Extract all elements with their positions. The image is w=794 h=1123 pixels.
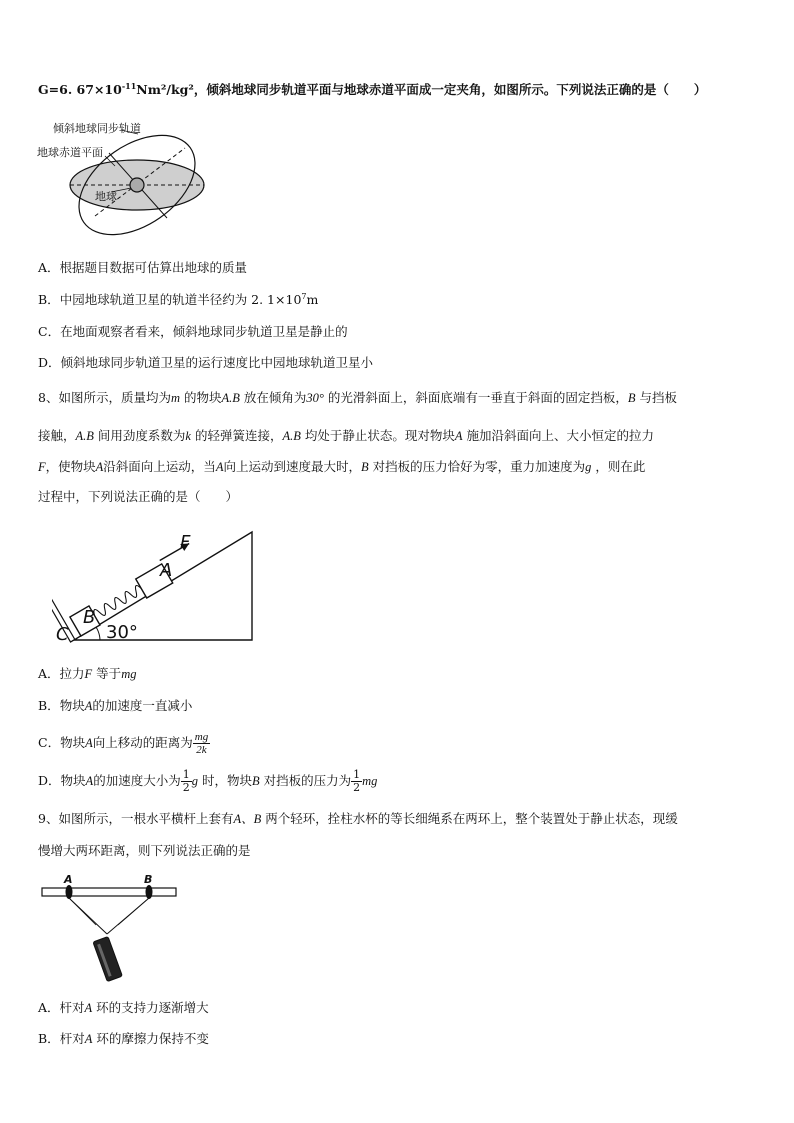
q9-stem-line2: 慢增大两环距离，则下列说法正确的是 (38, 843, 251, 858)
orbit-figure (35, 118, 215, 238)
earth-icon (130, 178, 144, 192)
q8-stem-line1: 8、如图所示，质量均为m 的物块A.B 放在倾角为30° 的光滑斜面上，斜面底端有一垂直于斜面的固定挡板，B 与挡板 (38, 390, 678, 405)
q8-option-a: A．拉力F 等于mg (38, 666, 137, 681)
q8-option-d: D．物块A的加速度大小为 $\frac{1}{2}$ g 时，物块B 对挡板的压力为 $\frac{1}{2}$ mg (38, 768, 378, 794)
q7-option-d: D．倾斜地球同步轨道卫星的运行速度比中园地球轨道卫星小 (38, 355, 374, 370)
horizontal-rod (42, 888, 176, 896)
q8-stem-line2: 接触，A.B 间用劲度系数为k 的轻弹簧连接，A.B 均处于静止状态。现对物块A 施加沿斜面向上、大小恒定的拉力 (38, 428, 655, 443)
cup-icon (93, 937, 122, 982)
label-angle: 30° (106, 622, 138, 643)
q8-stem-line4: 过程中，下列说法正确的是（ ） (38, 489, 239, 504)
ring-a (66, 885, 73, 899)
label-earth: 地球 (95, 190, 117, 203)
label-f: F (180, 532, 191, 553)
q8-option-c: C．物块A向上移动的距离为 $\frac{mg}{2k}$ (38, 731, 209, 756)
rod-cup-figure (40, 870, 180, 985)
q7-option-b: B．中园地球轨道卫星的轨道半径约为 2. $1\times 10^7m$ (38, 291, 319, 307)
label-a: A (160, 560, 173, 581)
q9-option-b: B．杆对A 环的摩擦力保持不变 (38, 1031, 209, 1046)
label-ring-a: A (64, 873, 73, 886)
q8-option-b: B．物块A的加速度一直减小 (38, 698, 193, 713)
q7-option-a: A．根据题目数据可估算出地球的质量 (38, 260, 248, 275)
label-b: B (83, 607, 96, 628)
label-ring-b: B (144, 873, 153, 886)
label-equator-plane: 地球赤道平面 (37, 146, 103, 159)
q9-option-a: A．杆对A 环的支持力逐渐增大 (38, 1000, 209, 1015)
q9-stem-line1: 9、如图所示，一根水平横杆上套有A、B 两个轻环，拴柱水杯的等长细绳系在两环上，整个装置处于静止状态，现缓 (38, 811, 678, 826)
incline-figure (52, 522, 262, 647)
ring-b (146, 885, 153, 899)
q8-stem-line3: F，使物块A沿斜面向上运动，当A向上运动到速度最大时，B 对挡板的压力恰好为零，重力加速度为g ，则在此 (38, 459, 646, 474)
q7-option-c: C．在地面观察者看来，倾斜地球同步轨道卫星是静止的 (38, 324, 348, 339)
label-inclined-orbit: 倾斜地球同步轨道 (53, 122, 141, 135)
q7-stem: G=6. $67\times 10^{-11}Nm^2$/kg²，倾斜地球同步轨道平面与地球赤道平面成一定夹角，如图所示。下列说法正确的是（ ） (38, 80, 707, 97)
label-c: C (56, 624, 69, 645)
